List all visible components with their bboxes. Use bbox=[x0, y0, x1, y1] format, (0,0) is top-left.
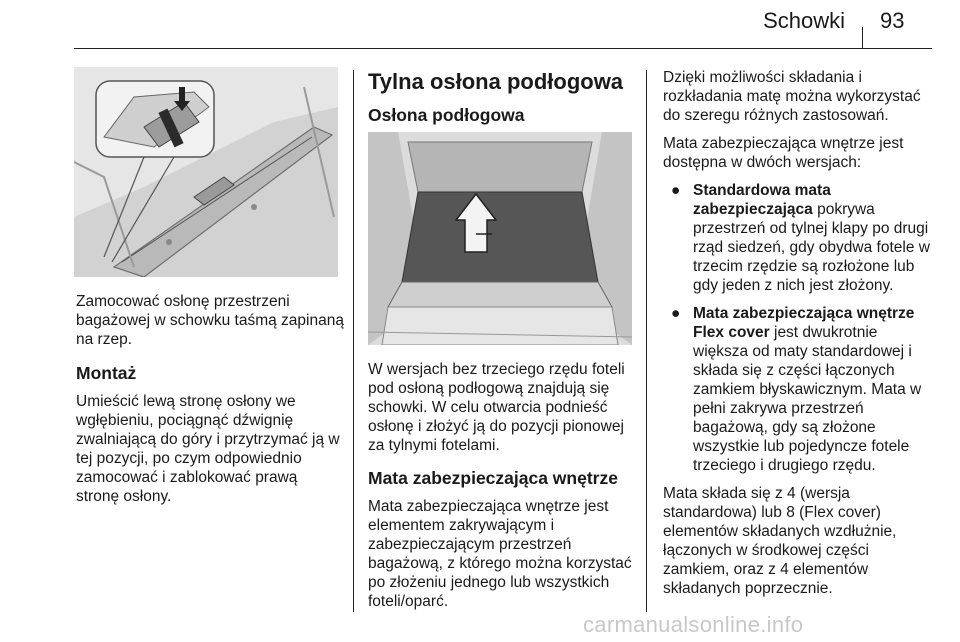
header-rule bbox=[74, 48, 932, 49]
list-item-term: Standardowa mata zabezpieczająca bbox=[693, 182, 831, 218]
versions-list bbox=[663, 181, 935, 475]
column-1 bbox=[76, 292, 344, 506]
list-item-text: pokrywa przestrzeń od tylnej klapy po drugi rząd siedzeń, gdy obydwa fotele w trzecim rzędzie są rozłożone lub gdy jeden z nich jest złożony. bbox=[693, 201, 930, 294]
page-number: 93 bbox=[880, 8, 905, 33]
list-item bbox=[663, 304, 935, 475]
section-heading-mata: Mata zabezpieczająca wnętrze bbox=[368, 468, 618, 488]
floor-cover-paragraph: W wersjach bez trzeciego rzędu foteli pod osłoną podłogową znajdują się schowki. W celu otwarcia podnieść osłonę i złożyć ją do pozycji pionowej za tylnymi fotelami. bbox=[368, 361, 625, 454]
intro-paragraph: Dzięki możliwości składania i rozkładania matę można wykorzystać do szeregu różnych zastosowań. bbox=[663, 69, 921, 124]
bullet-icon: ● bbox=[671, 182, 681, 199]
column-divider-1 bbox=[353, 70, 354, 612]
figure-caption: Zamocować osłonę przestrzeni bagażowej w schowku taśmą zapinaną na rzep. bbox=[76, 293, 344, 348]
subsection-heading: Osłona podłogowa bbox=[368, 105, 525, 125]
bullet-icon: ● bbox=[671, 305, 681, 322]
storage-cover-illustration bbox=[74, 67, 338, 277]
closing-paragraph: Mata składa się z 4 (wersja standardowa) lub 8 (Flex cover) elementów składanych wzdłużnie, łączonych w środkowej części zamkiem, oraz z 4 elementów składanych poprzecznie. bbox=[663, 485, 897, 597]
section-heading-montaz: Montaż bbox=[76, 363, 137, 383]
section-title: Tylna osłona podłogowa bbox=[368, 69, 624, 94]
list-item bbox=[663, 181, 935, 295]
column-divider-2 bbox=[646, 70, 647, 612]
header-divider-tick bbox=[862, 27, 863, 49]
column-3 bbox=[663, 68, 935, 598]
mata-paragraph: Mata zabezpieczająca wnętrze jest elementem zakrywającym i zabezpieczającym przestrzeń bagażową, z którego można korzystać po złożeniu jednego lub wszystkich foteli/oparć. bbox=[368, 498, 632, 610]
column-2-text bbox=[368, 360, 640, 611]
column-2 bbox=[368, 68, 638, 126]
watermark: carmanualsonline.info bbox=[583, 612, 804, 637]
versions-paragraph: Mata zabezpieczająca wnętrze jest dostępna w dwóch wersjach: bbox=[663, 135, 904, 171]
list-item-term: Mata zabezpieczająca wnętrze Flex cover bbox=[693, 305, 915, 341]
page-section-title: Schowki bbox=[763, 8, 845, 33]
montaz-body: Umieścić lewą stronę osłony we wgłębieniu, pociągnąć dźwignię zwalniającą do góry i przytrzymać ją w tej pozycji, po czym odpowiednio zamocować i zablokować prawą stronę osłony. bbox=[76, 393, 340, 505]
list-item-text: jest dwukrotnie większa od maty standardowej i składa się z części łączonych zamkiem błyskawicznym. Mata w pełni zakrywa przestrzeń bagażową, gdy są złożone wszystkie lub pojedyncze fotele trzeciego i drugiego rzędu. bbox=[693, 324, 922, 474]
floor-cover-illustration bbox=[368, 132, 632, 345]
